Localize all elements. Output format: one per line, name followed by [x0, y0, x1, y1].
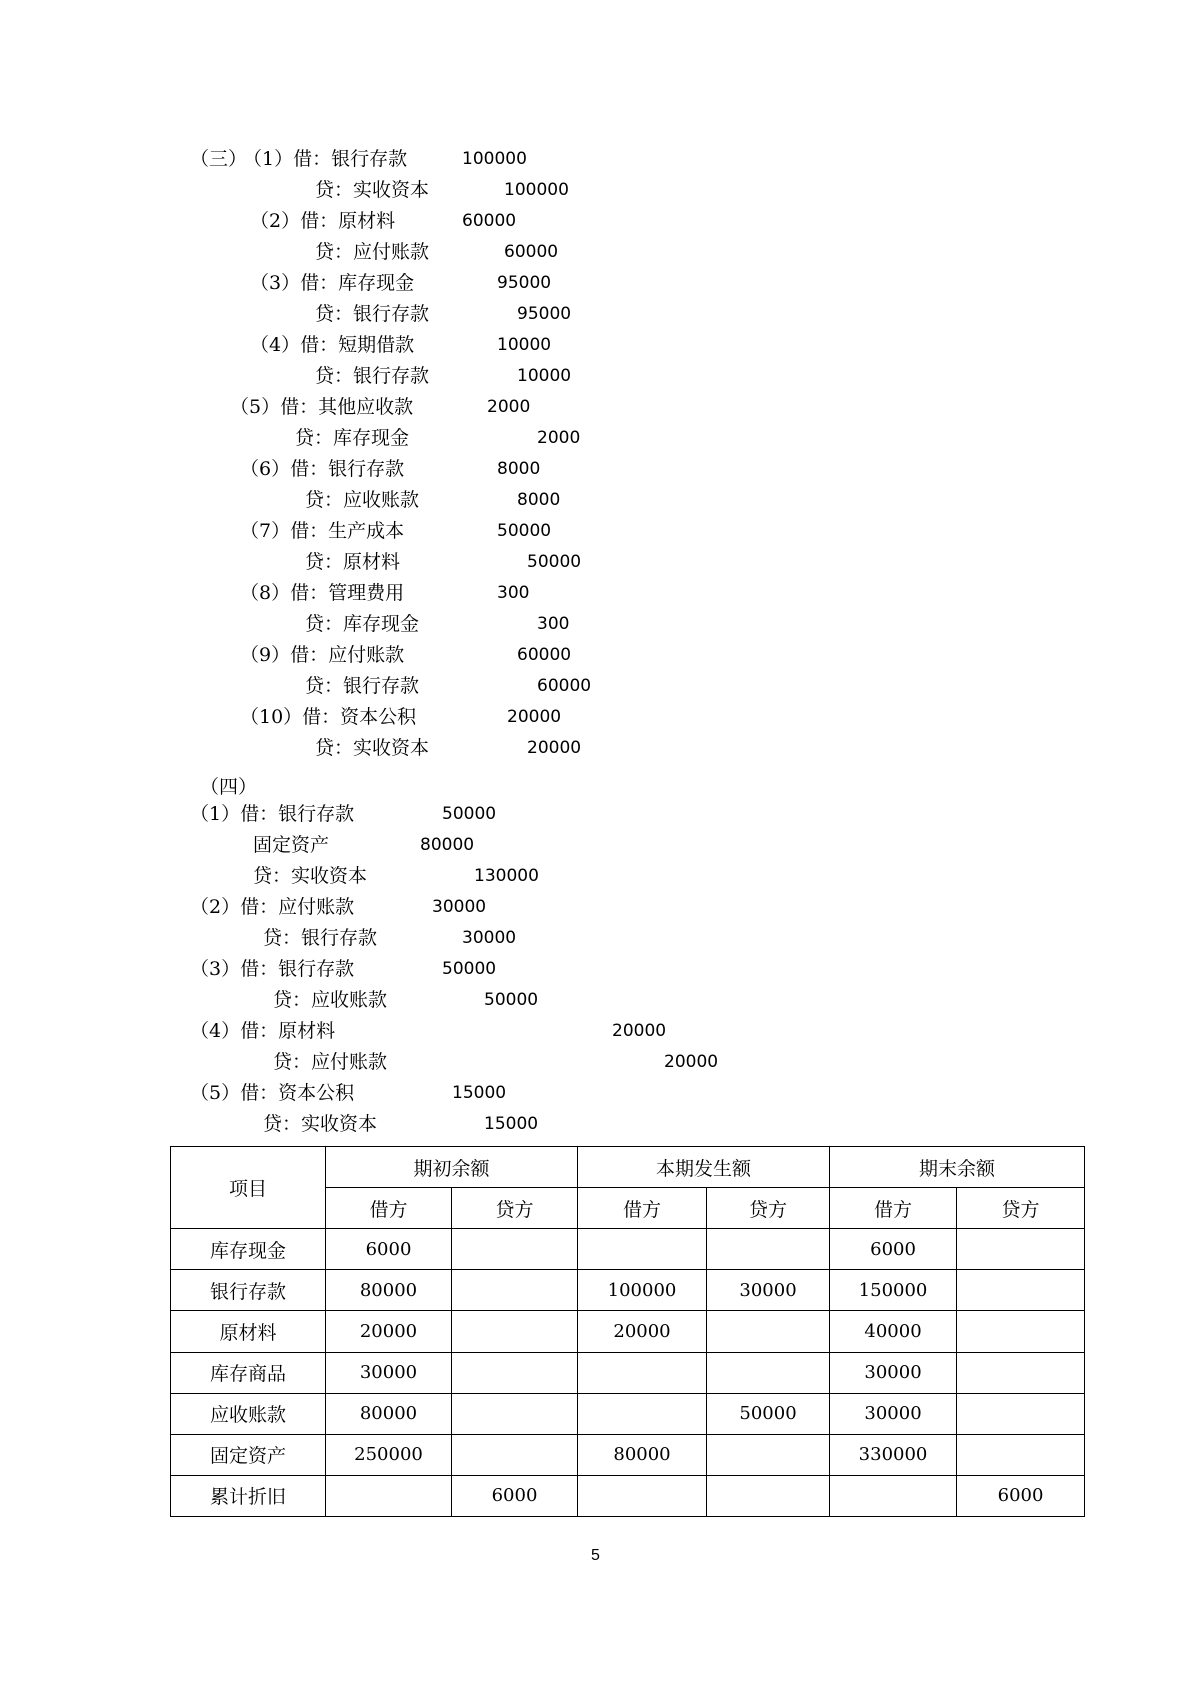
table-row: [171, 1434, 1085, 1475]
amount-cell: 50000: [707, 1393, 830, 1434]
amount-cell: 20000: [578, 1311, 707, 1352]
entry-account: （1）借：银行存款: [243, 148, 408, 170]
amount-cell: [707, 1352, 830, 1393]
entry-amount: 100000: [504, 180, 569, 200]
amount-cell: [452, 1311, 578, 1352]
table-row: [171, 1475, 1085, 1516]
amount-cell: [957, 1270, 1085, 1311]
amount-cell: [957, 1311, 1085, 1352]
amount-cell: [578, 1393, 707, 1434]
entry-amount: 300: [497, 583, 530, 603]
entry-account: （9）借：应付账款: [240, 644, 405, 666]
entry-account: （2）借：应付账款: [190, 896, 355, 918]
entry-account: （4）借：原材料: [190, 1020, 336, 1042]
amount-cell: [707, 1229, 830, 1270]
amount-cell: [707, 1475, 830, 1516]
entry-account: （5）借：其他应收款: [230, 396, 414, 418]
entry-amount: 2000: [487, 397, 531, 417]
amount-cell: 80000: [326, 1393, 452, 1434]
opening-balance-header: 期初余额: [326, 1147, 578, 1188]
amount-cell: [578, 1229, 707, 1270]
entry-amount: 20000: [612, 1021, 667, 1041]
amount-cell: 6000: [830, 1229, 957, 1270]
entry-account: （4）借：短期借款: [250, 334, 415, 356]
entry-amount: 10000: [497, 335, 552, 355]
amount-cell: 30000: [707, 1270, 830, 1311]
entry-amount: 60000: [462, 211, 517, 231]
amount-cell: 150000: [830, 1270, 957, 1311]
entry-amount: 50000: [442, 959, 497, 979]
entry-amount: 60000: [537, 676, 592, 696]
entry-account: （6）借：银行存款: [240, 458, 405, 480]
entry-amount: 20000: [507, 707, 562, 727]
table-row: [171, 1311, 1085, 1352]
table-row: [171, 1229, 1085, 1270]
account-name-cell: 应收账款: [171, 1393, 326, 1434]
entry-account: 贷：银行存款: [305, 675, 420, 697]
entry-amount: 100000: [462, 149, 527, 169]
entry-amount: 50000: [527, 552, 582, 572]
entry-amount: 8000: [517, 490, 561, 510]
amount-cell: 100000: [578, 1270, 707, 1311]
credit-header: 贷方: [707, 1188, 830, 1229]
amount-cell: [452, 1352, 578, 1393]
entry-account: 贷：库存现金: [295, 427, 410, 449]
amount-cell: 330000: [830, 1434, 957, 1475]
entry-amount: 10000: [517, 366, 572, 386]
balance-table: [170, 1146, 1085, 1517]
debit-header: 借方: [326, 1188, 452, 1229]
amount-cell: 30000: [830, 1352, 957, 1393]
closing-balance-header: 期末余额: [830, 1147, 1085, 1188]
table-body: [171, 1229, 1085, 1517]
entry-account: 固定资产: [253, 834, 330, 856]
amount-cell: [452, 1393, 578, 1434]
amount-cell: 40000: [830, 1311, 957, 1352]
amount-cell: 6000: [326, 1229, 452, 1270]
amount-cell: 30000: [830, 1393, 957, 1434]
amount-cell: 250000: [326, 1434, 452, 1475]
debit-header: 借方: [830, 1188, 957, 1229]
amount-cell: 6000: [452, 1475, 578, 1516]
entry-account: （3）借：库存现金: [250, 272, 415, 294]
entry-amount: 60000: [504, 242, 559, 262]
entry-account: 贷：实收资本: [263, 1113, 378, 1135]
entry-amount: 2000: [537, 428, 581, 448]
amount-cell: [957, 1352, 1085, 1393]
account-name-cell: 银行存款: [171, 1270, 326, 1311]
section4-heading: （四）: [200, 776, 258, 798]
amount-cell: [957, 1434, 1085, 1475]
entry-account: 贷：银行存款: [315, 365, 430, 387]
entry-account: 贷：应付账款: [273, 1051, 388, 1073]
entry-amount: 50000: [484, 990, 539, 1010]
amount-cell: [707, 1434, 830, 1475]
account-name-cell: 累计折旧: [171, 1475, 326, 1516]
entry-amount: 15000: [484, 1114, 539, 1134]
amount-cell: [957, 1393, 1085, 1434]
entry-amount: 300: [537, 614, 570, 634]
entry-amount: 30000: [432, 897, 487, 917]
entry-amount: 8000: [497, 459, 541, 479]
amount-cell: 80000: [578, 1434, 707, 1475]
entry-amount: 60000: [517, 645, 572, 665]
entry-account: 贷：库存现金: [305, 613, 420, 635]
entry-account: 贷：实收资本: [315, 737, 430, 759]
page-number: 5: [591, 1547, 600, 1564]
entry-account: 贷：实收资本: [315, 179, 430, 201]
account-name-cell: 库存现金: [171, 1229, 326, 1270]
section3-heading: （三）: [190, 148, 248, 170]
entry-account: （2）借：原材料: [250, 210, 396, 232]
credit-header: 贷方: [452, 1188, 578, 1229]
account-name-cell: 固定资产: [171, 1434, 326, 1475]
entry-account: （3）借：银行存款: [190, 958, 355, 980]
entry-amount: 50000: [497, 521, 552, 541]
entry-amount: 130000: [474, 866, 539, 886]
amount-cell: [830, 1475, 957, 1516]
entry-account: 贷：应收账款: [273, 989, 388, 1011]
account-name-cell: 库存商品: [171, 1352, 326, 1393]
amount-cell: 6000: [957, 1475, 1085, 1516]
entry-account: 贷：实收资本: [253, 865, 368, 887]
credit-header: 贷方: [957, 1188, 1085, 1229]
entry-account: 贷：银行存款: [315, 303, 430, 325]
amount-cell: [578, 1475, 707, 1516]
amount-cell: 80000: [326, 1270, 452, 1311]
period-activity-header: 本期发生额: [578, 1147, 830, 1188]
entry-account: （10）借：资本公积: [240, 706, 417, 728]
table-row: [171, 1270, 1085, 1311]
entry-account: （7）借：生产成本: [240, 520, 405, 542]
amount-cell: [452, 1270, 578, 1311]
entry-account: 贷：应收账款: [305, 489, 420, 511]
item-header: 项目: [171, 1147, 326, 1229]
amount-cell: [707, 1311, 830, 1352]
entry-account: 贷：应付账款: [315, 241, 430, 263]
debit-header: 借方: [578, 1188, 707, 1229]
entry-account: 贷：银行存款: [263, 927, 378, 949]
entry-account: （8）借：管理费用: [240, 582, 405, 604]
amount-cell: [452, 1434, 578, 1475]
entry-amount: 15000: [452, 1083, 507, 1103]
entry-amount: 20000: [664, 1052, 719, 1072]
entry-amount: 30000: [462, 928, 517, 948]
amount-cell: [578, 1352, 707, 1393]
table-row: [171, 1352, 1085, 1393]
entry-amount: 95000: [517, 304, 572, 324]
amount-cell: 20000: [326, 1311, 452, 1352]
amount-cell: 30000: [326, 1352, 452, 1393]
entry-account: （5）借：资本公积: [190, 1082, 355, 1104]
amount-cell: [326, 1475, 452, 1516]
entry-amount: 50000: [442, 804, 497, 824]
entry-account: （1）借：银行存款: [190, 803, 355, 825]
entry-amount: 20000: [527, 738, 582, 758]
entry-amount: 95000: [497, 273, 552, 293]
entry-amount: 80000: [420, 835, 475, 855]
table-row: [171, 1393, 1085, 1434]
account-name-cell: 原材料: [171, 1311, 326, 1352]
amount-cell: [957, 1229, 1085, 1270]
entry-account: 贷：原材料: [305, 551, 401, 573]
amount-cell: [452, 1229, 578, 1270]
